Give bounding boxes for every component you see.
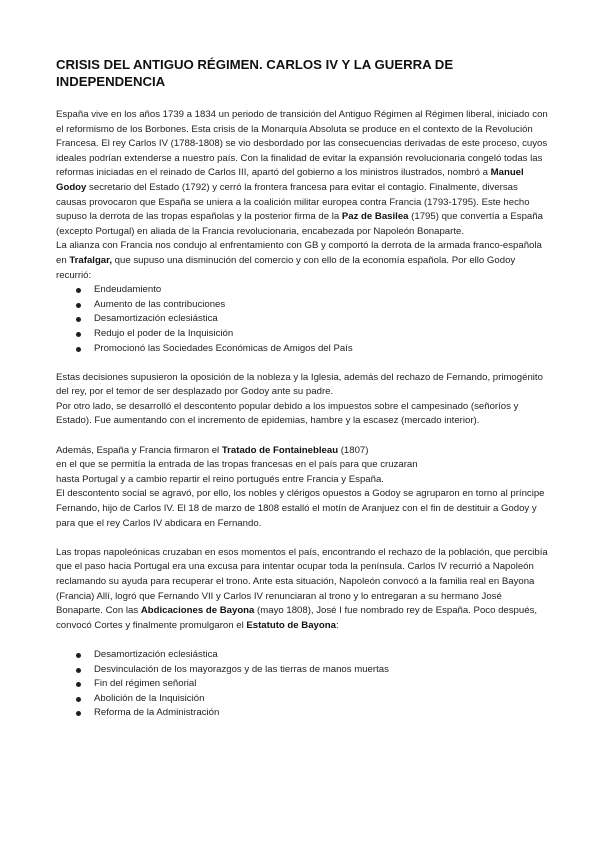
estatuto-reforms-list xyxy=(56,648,548,721)
list-item: Fin del régimen señorial xyxy=(56,677,548,692)
paragraph-intro xyxy=(56,108,548,239)
bold-trafalgar: Trafalgar, xyxy=(69,254,113,266)
document-body xyxy=(56,108,548,721)
list-item: Redujo el poder de la Inquisición xyxy=(56,327,548,342)
basilea-text: (1795) que convertía a España (excepto Portugal) en aliada de la Francia revolucionaria, encabezada por Napoleón Bonaparte. xyxy=(56,211,543,237)
trafalgar-text: que supuso una disminución del comercio y con ello de la economía española. Por ello Godoy recurrió: xyxy=(56,254,516,281)
colon: : xyxy=(335,619,339,631)
bold-manuel-godoy: Manuel Godoy xyxy=(56,167,524,193)
bold-estatuto-bayona: Estatuto de Bayona xyxy=(246,619,336,631)
paragraph-descontento: Por otro lado, se desarrolló el descontento popular debido a los impuestos sobre el campesinado (señoríos y Estado). Fue aumentando con el incremento de epidemias, hambre y la escasez (mercado interior). xyxy=(56,400,519,427)
list-item: Aumento de las contribuciones xyxy=(56,298,548,313)
abdicaciones-text: (mayo 1808), José I fue nombrado rey de España. Poco después, convocó Cortes y finalmente promulgaron el xyxy=(56,605,538,631)
bayona-text: Las tropas napoleónicas cruzaban en esos momentos el país, encontrando el rechazo de la población, que percibía que el paso hacia Portugal era una excusa para intentar ocupar toda la península. Carlos IV recurrió a Napoleón reclamando su ayuda para recuperar el trono. Ante esta situación, Napoleón convocó a la familia real en Bayona (Francia) Allí, logró que Fernando VII y Carlos IV renunciaran al trono y lo entregaran a su hermano José Bonaparte. Con las xyxy=(56,546,548,617)
paragraph-fontainebleau-l2: en el que se permitía la entrada de las tropas francesas en el país para que cruzaran xyxy=(56,459,418,471)
list-item: Promocionó las Sociedades Económicas de Amigos del País xyxy=(56,342,548,357)
godoy-text: secretario del Estado (1792) y cerró la frontera francesa para evitar el contagio. Finalmente, diversas causas provocaron que España se uniera a la coalición militar europea contra Francia (1793-1795). Este hecho supuso la derrota de las tropas españolas y la posterior firma de la xyxy=(56,181,530,223)
paragraph-fontainebleau xyxy=(56,444,548,459)
intro-text: España vive en los años 1739 a 1834 un periodo de transición del Antiguo Régimen al Régimen liberal, iniciado con el reformismo de los Borbones. Esta crisis de la Monarquía Absoluta se produce en el contexto de la Revolución Francesa. El rey Carlos IV (1788-1808) se vio desbordado por las consecuencias derivadas de este proceso, cuyos ideales podrían extenderse a nuestro país. Con la finalidad de evitar la expansión revolucionaria congeló todas las reformas iniciadas en el reinado de Carlos III, apartó del gobierno a los ministros ilustrados, nombró a xyxy=(56,109,548,179)
bold-tratado-fontainebleau: Tratado de Fontainebleau xyxy=(221,444,339,456)
alianza-text: La alianza con Francia nos condujo al enfrentamiento con GB y comportó la derrota de la armada franco-española en xyxy=(56,240,542,266)
spacer xyxy=(56,531,548,546)
paragraph-fontainebleau-l3: hasta Portugal y a cambio repartir el reino portugués entre Francia y España. xyxy=(56,473,384,485)
paragraph-oposicion: Estas decisiones supusieron la oposición de la nobleza y la Iglesia, además del rechazo de Fernando, primogénito del rey, por el temor de ser desplazado por Godoy ante su padre. xyxy=(56,371,543,398)
list-item: Desamortización eclesiástica xyxy=(56,312,548,327)
spacer xyxy=(56,356,548,371)
godoy-measures-list xyxy=(56,283,548,356)
bold-paz-de-basilea: Paz de Basilea xyxy=(341,211,409,223)
fontainebleau-pre: Además, España y Francia firmaron el xyxy=(56,444,222,456)
list-item: Desamortización eclesiástica xyxy=(56,648,548,663)
paragraph-alianza xyxy=(56,239,548,283)
spacer xyxy=(56,429,548,444)
paragraph-aranjuez: El descontento social se agravó, por ello, los nobles y clérigos opuestos a Godoy se agruparon en torno al príncipe Fernando, hijo de Carlos IV. El 18 de marzo de 1808 estalló el motín de Aranjuez con el fin de destituir a Godoy y para que el rey Carlos IV abdicara en Fernando. xyxy=(56,488,545,529)
list-item: Reforma de la Administración xyxy=(56,706,548,721)
spacer xyxy=(56,633,548,648)
paragraph-bayona xyxy=(56,546,548,634)
fontainebleau-year: (1807) xyxy=(338,444,369,456)
bold-abdicaciones-bayona: Abdicaciones de Bayona xyxy=(140,605,255,617)
list-item: Abolición de la Inquisición xyxy=(56,692,548,707)
list-item: Desvinculación de los mayorazgos y de las tierras de manos muertas xyxy=(56,663,548,678)
list-item: Endeudamiento xyxy=(56,283,548,298)
page-title: CRISIS DEL ANTIGUO RÉGIMEN. CARLOS IV Y LA GUERRA DE INDEPENDENCIA xyxy=(56,57,454,89)
